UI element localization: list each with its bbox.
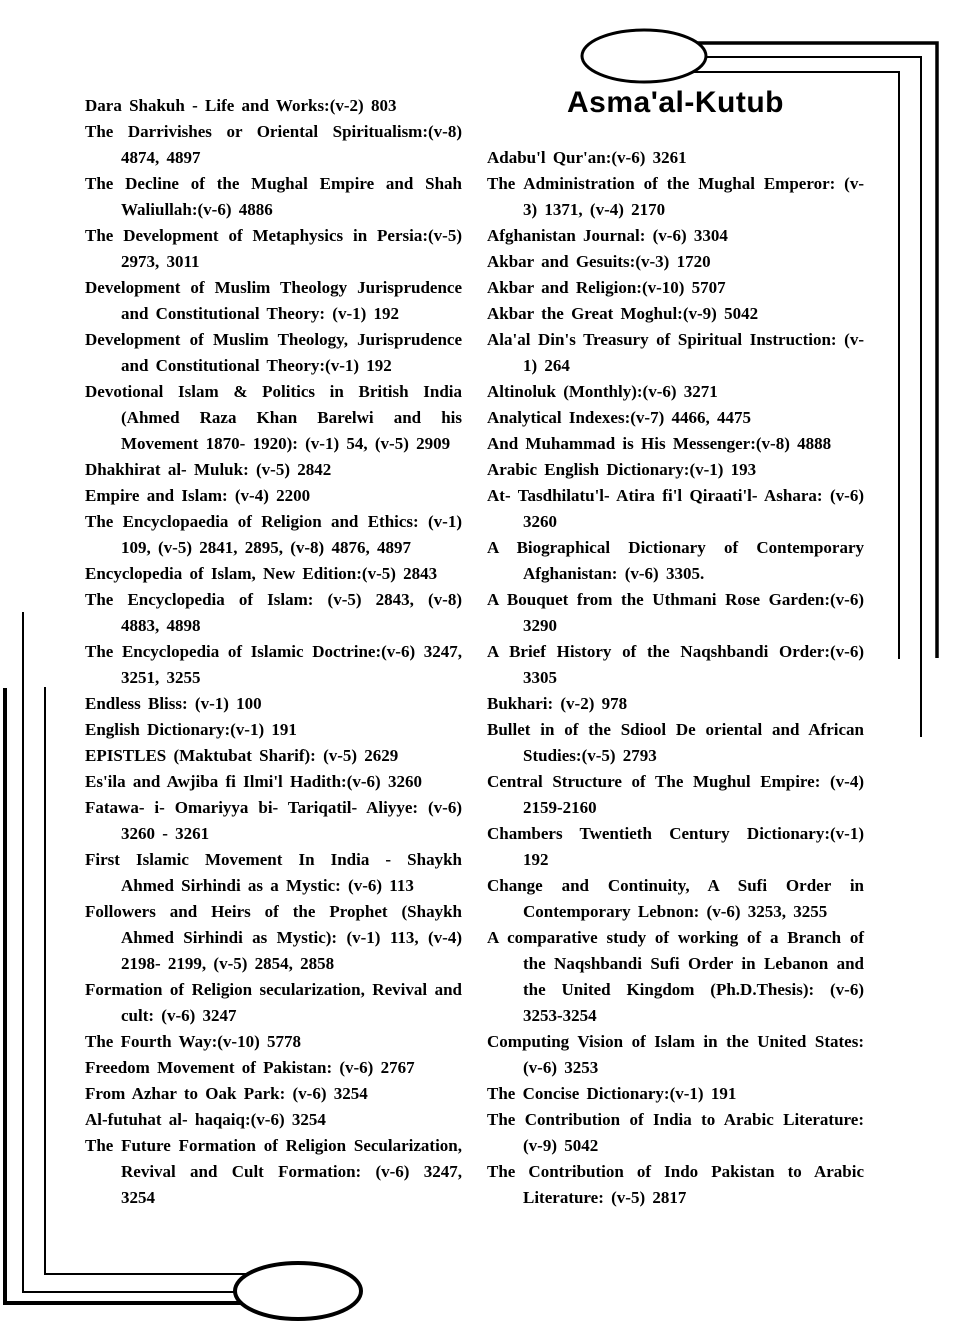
ellipse-ornament-bottom [235, 1263, 361, 1319]
index-entry: Akbar and Gesuits:(v-3) 1720 [487, 252, 711, 271]
index-entry: Freedom Movement of Pakistan: (v-6) 2767 [85, 1058, 415, 1077]
index-entry: A Biographical Dictionary of Contemporary Afghanistan: (v-6) 3305. [487, 538, 864, 583]
index-entry: The Future Formation of Religion Secularization, Revival and Cult Formation: (v-6) 3247, 3254 [85, 1136, 462, 1207]
index-entry: The Contribution of India to Arabic Literature:(v-9) 5042 [487, 1110, 864, 1155]
right-column-entries [487, 145, 864, 1211]
index-entry: At- Tasdhilatu'l- Atira fi'l Qiraati'l- Ashara: (v-6) 3260 [487, 486, 864, 531]
index-entry: Akbar and Religion:(v-10) 5707 [487, 278, 726, 297]
index-entry: Development of Muslim Theology, Jurisprudence and Constitutional Theory:(v-1) 192 [85, 330, 462, 375]
index-entry: Endless Bliss: (v-1) 100 [85, 694, 262, 713]
index-entry: The Fourth Way:(v-10) 5778 [85, 1032, 301, 1051]
index-entry: Change and Continuity, A Sufi Order in Contemporary Lebnon: (v-6) 3253, 3255 [487, 876, 864, 921]
index-entry: Bullet in of the Sdiool De oriental and African Studies:(v-5) 2793 [487, 720, 864, 765]
index-entry: English Dictionary:(v-1) 191 [85, 720, 297, 739]
index-entry: Followers and Heirs of the Prophet (Shaykh Ahmed Sirhindi as Mystic): (v-1) 113, (v-4) 2198- 2199, (v-5) 2854, 2858 [85, 902, 462, 973]
index-entry: Akbar the Great Moghul:(v-9) 5042 [487, 304, 759, 323]
index-entry: Ala'al Din's Treasury of Spiritual Instruction: (v-1) 264 [487, 330, 864, 375]
index-entry: Formation of Religion secularization, Revival and cult: (v-6) 3247 [85, 980, 462, 1025]
index-entry: Afghanistan Journal: (v-6) 3304 [487, 226, 728, 245]
index-entry: The Concise Dictionary:(v-1) 191 [487, 1084, 737, 1103]
index-entry: The Encyclopedia of Islamic Doctrine:(v-6) 3247, 3251, 3255 [85, 642, 462, 687]
index-entry: A Bouquet from the Uthmani Rose Garden:(v-6) 3290 [487, 590, 864, 635]
index-entry: A Brief History of the Naqshbandi Order:(v-6) 3305 [487, 642, 864, 687]
index-entry: The Contribution of Indo Pakistan to Arabic Literature: (v-5) 2817 [487, 1162, 864, 1207]
index-entry: Dhakhirat al- Muluk: (v-5) 2842 [85, 460, 332, 479]
index-entry: Dara Shakuh - Life and Works:(v-2) 803 [85, 96, 397, 115]
index-entry: Adabu'l Qur'an:(v-6) 3261 [487, 148, 687, 167]
index-entry: Development of Muslim Theology Jurisprudence and Constitutional Theory: (v-1) 192 [85, 278, 462, 323]
index-entry: The Development of Metaphysics in Persia:(v-5) 2973, 3011 [85, 226, 462, 271]
index-entry: The Administration of the Mughal Emperor: (v-3) 1371, (v-4) 2170 [487, 174, 864, 219]
index-entry: The Darrivishes or Oriental Spiritualism:(v-8) 4874, 4897 [85, 122, 462, 167]
index-entry: Al-futuhat al- haqaiq:(v-6) 3254 [85, 1110, 326, 1129]
index-entry: Central Structure of The Mughul Empire: (v-4) 2159-2160 [487, 772, 864, 817]
index-entry: Computing Vision of Islam in the United States: (v-6) 3253 [487, 1032, 864, 1077]
index-entry: Es'ila and Awjiba fi Ilmi'l Hadith:(v-6) 3260 [85, 772, 422, 791]
index-entry: Arabic English Dictionary:(v-1) 193 [487, 460, 757, 479]
index-entry: The Decline of the Mughal Empire and Shah Waliullah:(v-6) 4886 [85, 174, 462, 219]
index-entry: Bukhari: (v-2) 978 [487, 694, 628, 713]
index-entry: Chambers Twentieth Century Dictionary:(v-1) 192 [487, 824, 864, 869]
page-title: Asma'al-Kutub [567, 86, 784, 119]
index-entry: Empire and Islam: (v-4) 2200 [85, 486, 311, 505]
index-entry: The Encyclopedia of Islam: (v-5) 2843, (v-8) 4883, 4898 [85, 590, 462, 635]
index-entry: A comparative study of working of a Branch of the Naqshbandi Sufi Order in Lebanon and the United Kingdom (Ph.D.Thesis): (v-6) 3253-3254 [487, 928, 864, 1025]
index-entry: Devotional Islam & Politics in British India (Ahmed Raza Khan Barelwi and his Movement 1870- 1920): (v-1) 54, (v-5) 2909 [85, 382, 462, 453]
left-column [85, 93, 462, 1211]
index-entry: From Azhar to Oak Park: (v-6) 3254 [85, 1084, 368, 1103]
index-entry: Analytical Indexes:(v-7) 4466, 4475 [487, 408, 751, 427]
index-entry: Fatawa- i- Omariyya bi- Tariqatil- Aliyye: (v-6) 3260 - 3261 [85, 798, 462, 843]
index-entry: The Encyclopaedia of Religion and Ethics: (v-1) 109, (v-5) 2841, 2895, (v-8) 4876, 4897 [85, 512, 462, 557]
index-entry: Altinoluk (Monthly):(v-6) 3271 [487, 382, 718, 401]
index-entry: EPISTLES (Maktubat Sharif): (v-5) 2629 [85, 746, 399, 765]
ellipse-ornament-top [582, 30, 706, 82]
right-column [487, 85, 864, 1211]
index-entry: First Islamic Movement In India - Shaykh Ahmed Sirhindi as a Mystic: (v-6) 113 [85, 850, 462, 895]
index-entry: Encyclopedia of Islam, New Edition:(v-5) 2843 [85, 564, 438, 583]
index-entry: And Muhammad is His Messenger:(v-8) 4888 [487, 434, 832, 453]
